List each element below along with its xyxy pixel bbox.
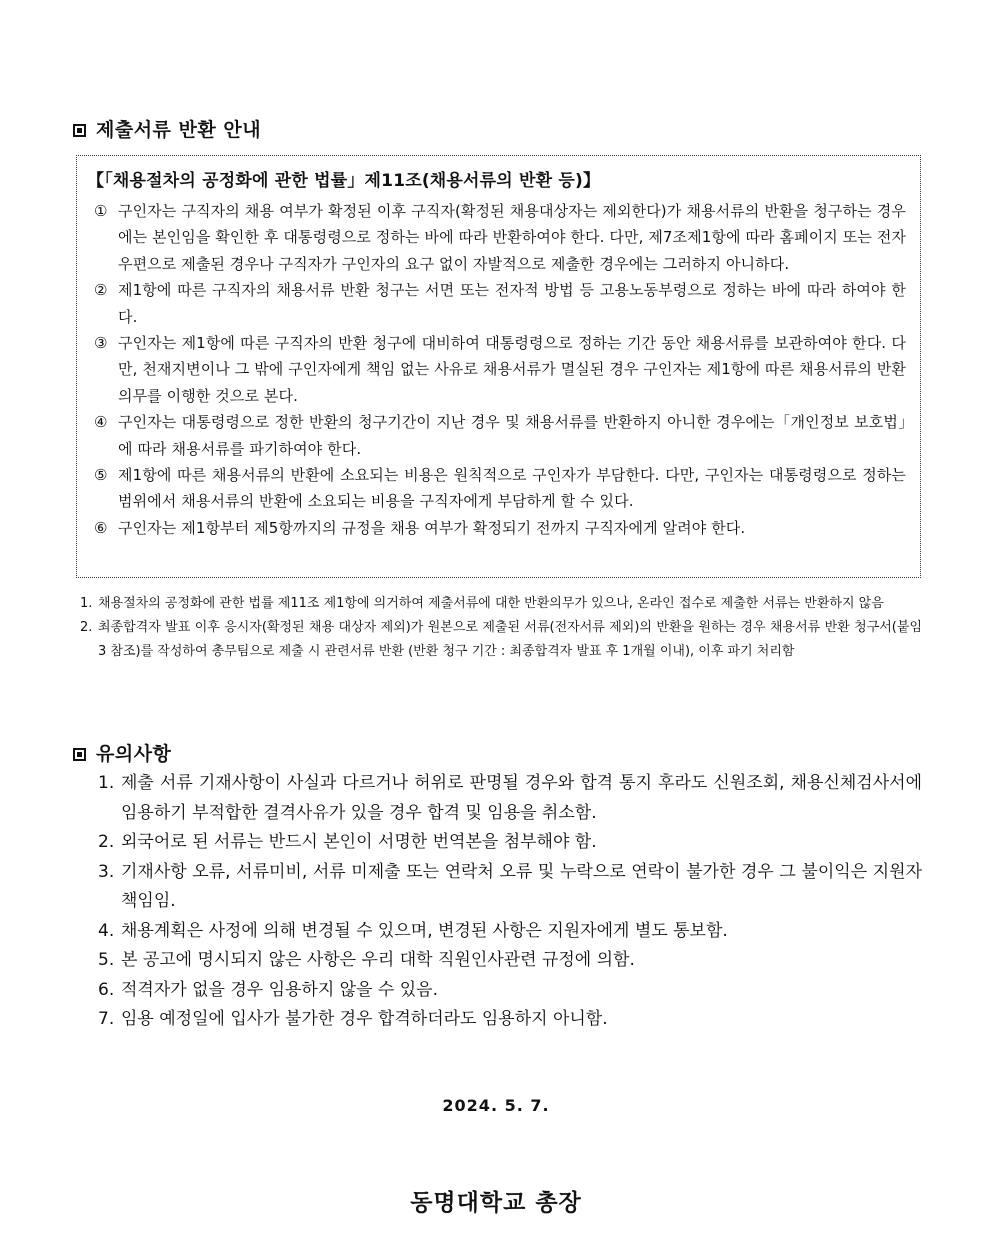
caution-item [98,769,922,828]
return-notes-list [80,592,922,664]
law-clause-list [94,198,906,541]
caution-text: 적격자가 없을 경우 임용하지 않을 수 있음. [121,979,439,1000]
caution-item [98,828,922,858]
caution-text: 기재사항 오류, 서류미비, 서류 미제출 또는 연락처 오류 및 누락으로 연락이 불가한 경우 그 불이익은 지원자 책임임. [121,861,922,911]
clause-text: 제1항에 따른 구직자의 채용서류 반환 청구는 서면 또는 전자적 방법 등 고용노동부령으로 정하는 바에 따라 하여야 한다. [118,281,906,326]
note-number: 2. [80,620,93,635]
caution-number: 6. [98,979,115,1000]
clause-number: ① [94,202,108,220]
issuer-signature: 동명대학교 총장 [410,1190,582,1216]
caution-text: 외국어로 된 서류는 반드시 본인이 서명한 번역본을 첨부해야 함. [121,832,597,852]
caution-number: 7. [98,1009,115,1029]
announcement-date: 2024. 5. 7. [442,1096,550,1115]
note-number: 1. [80,596,93,611]
law-clause [94,462,906,515]
caution-text: 임용 예정일에 입사가 불가한 경우 합격하더라도 임용하지 아니함. [121,1009,608,1029]
section-title: 유의사항 [96,743,172,765]
note-text: 채용절차의 공정화에 관한 법률 제11조 제1항에 의거하여 제출서류에 대한 반환의무가 있으나, 온라인 접수로 제출한 서류는 반환하지 않음 [98,596,884,611]
caution-item [98,858,922,917]
clause-text: 구인자는 구직자의 채용 여부가 확정된 이후 구직자(확정된 채용대상자는 제외한다)가 채용서류의 반환을 청구하는 경우에는 본인임을 확인한 후 대통령령으로 정하는 바에 따라 반환하여야 한다. 다만, 제7조제1항에 따라 홈페이지 또는 전자우편으로 제출된 경우나 구직자가 구인자의 요구 없이 자발적으로 제출한 경우에는 그러하지 아니하다. [118,202,906,273]
clause-text: 제1항에 따른 채용서류의 반환에 소요되는 비용은 원칙적으로 구인자가 부담한다. 다만, 구인자는 대통령령으로 정하는 범위에서 채용서류의 반환에 소요되는 비용을 구직자에게 부담하게 할 수 있다. [118,466,906,511]
caution-item [98,1005,922,1035]
law-title: 【「채용절차의 공정화에 관한 법률」제11조(채용서류의 반환 등)】 [87,171,601,191]
clause-number: ④ [94,413,108,432]
note-text: 최종합격자 발표 이후 응시자(확정된 채용 대상자 제외)가 원본으로 제출된 서류(전자서류 제외)의 반환을 원하는 경우 채용서류 반환 청구서(붙임3 참조)를 작성하여 총무팀으로 제출 시 관련서류 반환 (반환 청구 기간 : 최종합격자 발표 후 1개월 이내), 이후 파기 처리함 [98,620,922,659]
caution-item [98,917,922,947]
clause-number: ② [94,281,108,300]
caution-number: 5. [98,950,115,970]
clause-number: ⑤ [94,466,108,485]
clause-text: 구인자는 제1항에 따른 구직자의 반환 청구에 대비하여 대통령령으로 정하는 기간 동안 채용서류를 보관하여야 한다. 다만, 천재지변이나 그 밖에 구인자에게 책임 없는 사유로 채용서류가 멸실된 경우 구인자는 제1항에 따른 채용서류의 반환 의무를 이행한 것으로 본다. [118,334,906,405]
clause-text: 구인자는 제1항부터 제5항까지의 규정을 채용 여부가 확정되기 전까지 구직자에게 알려야 한다. [118,518,746,537]
caution-text: 제출 서류 기재사항이 사실과 다르거나 허위로 판명될 경우와 합격 통지 후라도 신원조회, 채용신체검사서에 임용하기 부적합한 결격사유가 있을 경우 합격 및 임용을 취소함. [121,773,922,823]
cautions-list [98,769,922,1035]
caution-text: 채용계획은 사정에 의해 변경될 수 있으며, 변경된 사항은 지원자에게 별도 통보함. [121,920,728,941]
square-marker-icon [73,124,86,137]
law-clause [94,515,906,541]
section-heading-cautions [73,739,171,766]
section-title: 제출서류 반환 안내 [96,119,262,141]
clause-text: 구인자는 대통령령으로 정한 반환의 청구기간이 지난 경우 및 채용서류를 반환하지 아니한 경우에는「개인정보 보호법」에 따라 채용서류를 파기하여야 한다. [118,413,906,458]
caution-text: 본 공고에 명시되지 않은 사항은 우리 대학 직원인사관련 규정에 의함. [121,950,635,970]
note-item [80,616,922,664]
law-clause [94,409,906,462]
caution-number: 3. [98,861,115,882]
square-marker-icon [73,748,86,761]
law-clause [94,277,906,330]
caution-number: 2. [98,832,115,852]
note-item [80,592,922,616]
clause-number: ③ [94,334,108,353]
section-heading-document-return [73,115,261,142]
law-clause [94,198,906,277]
law-excerpt-box [76,155,921,578]
law-clause [94,330,906,409]
caution-item [98,946,922,976]
caution-item [98,976,922,1006]
caution-number: 4. [98,920,115,941]
clause-number: ⑥ [94,518,108,537]
caution-number: 1. [98,773,115,793]
